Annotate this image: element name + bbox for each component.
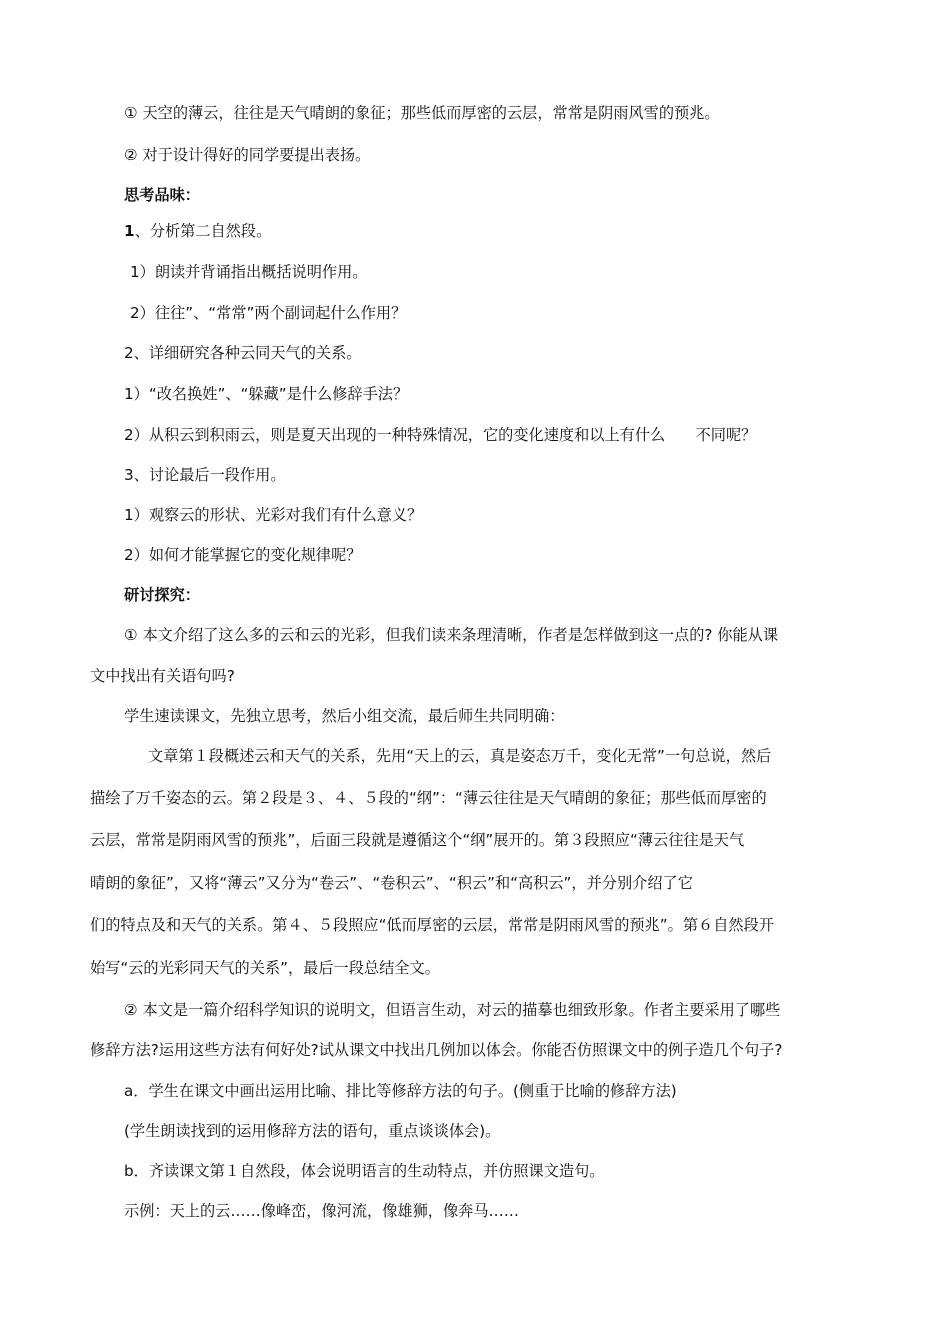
paragraph-line: b．齐读课文第１自然段，体会说明语言的生动特点，并仿照课文造句。 xyxy=(124,1162,605,1180)
paragraph-line: ① 本文介绍了这么多的云和云的光彩，但我们读来条理清晰，作者是怎样做到这一点的? 你能从课 xyxy=(124,626,779,644)
paragraph-line: 们的特点及和天气的关系。第４、５段照应“低而厚密的云层，常常是阴雨风雪的预兆”。第６自然段开 xyxy=(90,916,774,934)
paragraph-line: 学生速读课文，先独立思考，然后小组交流，最后师生共同明确： xyxy=(124,707,565,725)
paragraph-line: ② 本文是一篇介绍科学知识的说明文，但语言生动，对云的描摹也细致形象。作者主要采用了哪些 xyxy=(124,1001,781,1019)
section-heading-discussion: 研讨探究： xyxy=(124,586,200,604)
sub-question-item: 1）“改名换姓”、“躲藏”是什么修辞手法？ xyxy=(124,385,409,403)
sub-question-item: 2）如何才能掌握它的变化规律呢？ xyxy=(124,546,362,564)
paragraph-line: 示例：天上的云……像峰峦，像河流，像雄狮，像奔马…… xyxy=(124,1202,519,1220)
paragraph-line: a．学生在课文中画出运用比喻、排比等修辞方法的句子。(侧重于比喻的修辞方法) xyxy=(124,1082,677,1100)
sub-question-item: 2）往往”、“常常”两个副词起什么作用？ xyxy=(130,304,407,322)
paragraph-line: 文章第１段概述云和天气的关系，先用“天上的云，真是姿态万千，变化无常”一句总说，然后 xyxy=(148,747,772,765)
paragraph-line: 描绘了万千姿态的云。第２段是３、４、５段的“纲”：“薄云往往是天气晴朗的象征；那些低而厚密的 xyxy=(90,789,767,807)
paragraph-line: 晴朗的象征”，又将“薄云”又分为“卷云”、“卷积云”、“积云”和“高积云”，并分别介绍了它 xyxy=(90,874,693,892)
paragraph-line: 始写“云的光彩同天气的关系”，最后一段总结全文。 xyxy=(90,959,440,977)
question-number: 1 xyxy=(124,222,135,240)
paragraph-line: ① 天空的薄云，往往是天气晴朗的象征；那些低而厚密的云层，常常是阴雨风雪的预兆。 xyxy=(124,104,720,122)
paragraph-line: (学生朗读找到的运用修辞方法的语句，重点谈谈体会)。 xyxy=(124,1122,501,1140)
question-text: 、分析第二自然段。 xyxy=(134,222,272,240)
sub-question-item: 2）从积云到积雨云，则是夏天出现的一种特殊情况，它的变化速度和以上有什么 不同呢？ xyxy=(124,426,757,444)
paragraph-line: 云层，常常是阴雨风雪的预兆”，后面三段就是遵循这个“纲”展开的。第３段照应“薄云往往是天气 xyxy=(90,831,745,849)
question-item: 3、讨论最后一段作用。 xyxy=(124,466,286,484)
sub-question-item: 1）朗读并背诵指出概括说明作用。 xyxy=(130,263,368,281)
section-heading-thinking: 思考品味： xyxy=(124,186,200,204)
question-item xyxy=(124,221,271,241)
sub-question-item: 1）观察云的形状、光彩对我们有什么意义？ xyxy=(124,506,423,524)
question-item: 2、详细研究各种云同天气的关系。 xyxy=(124,344,362,362)
paragraph-line: 修辞方法?运用这些方法有何好处?试从课文中找出几例加以体会。你能否仿照课文中的例子造几个句子? xyxy=(90,1041,783,1059)
paragraph-line: 文中找出有关语句吗? xyxy=(90,667,235,685)
paragraph-line: ② 对于设计得好的同学要提出表扬。 xyxy=(124,146,371,164)
